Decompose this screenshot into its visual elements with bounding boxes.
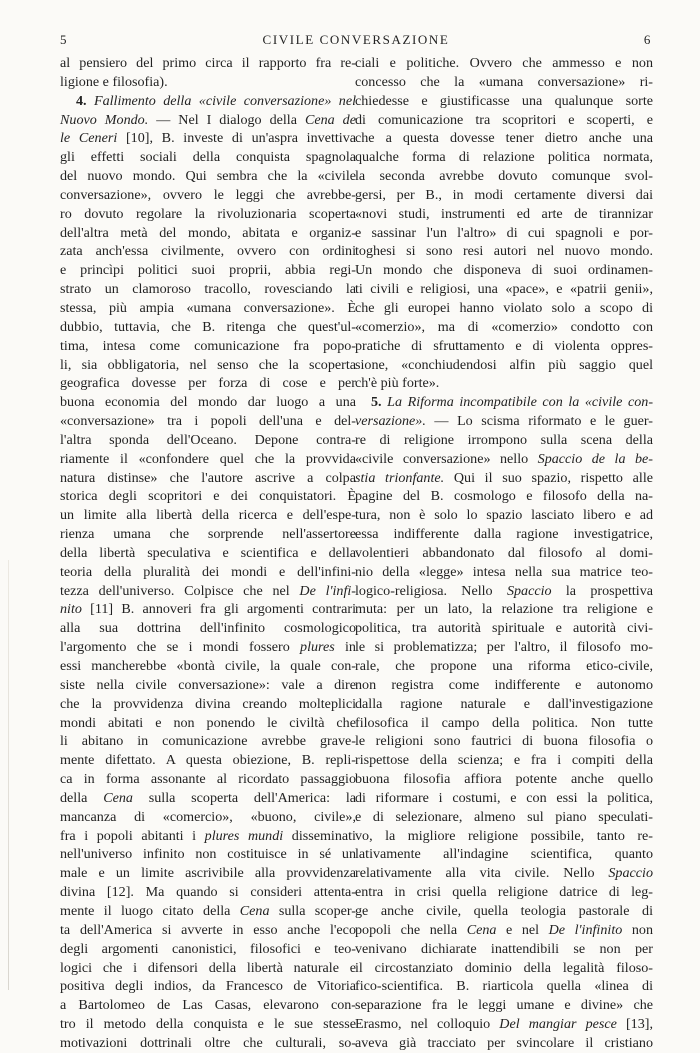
text-segment: filosofica il campo della politica. Non tutte [355, 714, 653, 731]
text-line [355, 242, 653, 261]
text-segment: rale, che propone una riforma etico-civile, [355, 658, 653, 674]
text-line [60, 393, 356, 412]
text-line [60, 563, 356, 582]
text-segment: pratiche di sfruttamento e di violenta oppres- [355, 337, 653, 354]
text-line [355, 356, 653, 375]
text-line [60, 789, 356, 808]
text-line [355, 582, 653, 601]
text-segment: «civile conversazione» nello [355, 450, 538, 467]
text-segment: al pensiero del primo circa il rapporto fra re- [60, 55, 356, 71]
text-line [355, 337, 653, 356]
text-segment: motivazioni dottrinali oltre che culturali, so- [60, 1034, 356, 1051]
text-line [60, 374, 356, 393]
text-segment: concesso che la «umana conversazione» ri- [355, 73, 653, 90]
text-segment: gli effetti sociali della conquista spagnola [60, 149, 356, 166]
text-line [355, 224, 653, 243]
italic-text: Del mangiar pesce [499, 1016, 617, 1033]
text-segment: [10], B. investe di un'aspra invettiva [117, 130, 356, 147]
text-line [355, 695, 653, 714]
text-line [355, 1015, 653, 1034]
text-line [60, 600, 356, 619]
text-line [60, 883, 356, 902]
text-line [355, 92, 653, 111]
text-line [355, 318, 653, 337]
text-segment: Un mondo che disponeva di suoi ordinamen- [355, 262, 653, 279]
text-segment: logico-religiosa. Nello [355, 582, 507, 599]
text-segment: tezza dell'universo. Colpisce che nel [60, 582, 300, 599]
text-line [355, 374, 653, 393]
text-line [355, 299, 653, 318]
text-line [60, 1015, 356, 1034]
text-segment: ca in forma assonante al ricordato passaggio [60, 771, 356, 788]
text-segment: [11] B. annoveri fra gli argomenti contrari [81, 601, 356, 618]
text-line [355, 789, 653, 808]
italic-text: Spaccio de la be- [537, 450, 653, 467]
text-segment: sione, «conchiudendosi alfin più saggio quel [355, 356, 653, 373]
text-line [355, 770, 653, 789]
text-segment: le si problematizza; per l'altro, il filosofo mo- [355, 639, 653, 656]
text-segment: a Bartolomeo de Las Casas, elevarono con- [60, 997, 356, 1014]
italic-text: versazione». [355, 413, 426, 430]
text-segment: che la provvidenza divina creando molteplici [60, 695, 356, 712]
text-segment: pagine del B. cosmologo e filosofo della na- [355, 488, 653, 505]
text-segment: l'altra sponda dell'Oceano. Depone contra- [60, 431, 356, 448]
italic-text: De l'infi- [299, 582, 357, 599]
text-segment: mente difettato. A questa obiezione, B. repli- [60, 752, 356, 769]
text-segment: un limite alla libertà della ricerca e dell'espe- [60, 507, 356, 524]
text-line [60, 638, 356, 657]
text-segment: tima, intesa come comunicazione fra popo- [60, 337, 356, 354]
text-segment: e nel [496, 921, 549, 938]
text-line [60, 487, 356, 506]
text-line [355, 845, 653, 864]
text-segment: di comunicazione tra scopritori e scoperti, e [355, 111, 653, 128]
italic-text: De l'infinito [548, 921, 623, 938]
running-title: CIVILE CONVERSAZIONE [262, 32, 450, 47]
text-segment: buona economia del mondo dar luogo a una [60, 394, 356, 411]
text-segment: storica degli scopritori e dei conquistatori. È [60, 488, 356, 505]
text-line [60, 827, 356, 846]
text-line [60, 864, 356, 883]
text-segment: fra i popoli abitanti i [60, 827, 205, 844]
section-number: 4. [76, 92, 94, 109]
text-segment: nio della «legge» intesa nella sua matrice teo- [355, 563, 653, 580]
text-segment: strato un clamoroso tracollo, rovesciando la [60, 281, 356, 298]
text-segment: li, sia obbligatoria, nel senso che la scoperta [60, 356, 356, 373]
text-segment: e princìpi politici suoi proprii, abbia regi- [60, 262, 356, 279]
text-segment: del nuovo mondo. Qui sembra che la «civile [60, 168, 356, 185]
text-segment: la seconda avrebbe dovuto comunque svol- [355, 168, 653, 185]
text-segment: dalla ragione naturale e dall'investigazione [355, 695, 653, 712]
text-segment: della libertà speculativa e scientifica e della [60, 544, 356, 561]
text-line [355, 261, 653, 280]
text-line [60, 356, 356, 375]
text-segment: nell'universo infinito non costituisce in sé un [60, 846, 356, 863]
text-line [355, 129, 653, 148]
text-line [355, 883, 653, 902]
text-line [355, 167, 653, 186]
text-line [60, 148, 356, 167]
text-line [60, 619, 356, 638]
text-segment: conversazione», ovvero le leggi che avrebbe- [60, 186, 356, 203]
text-line [60, 129, 356, 148]
text-line [355, 714, 653, 733]
text-segment: «comerzio», ma di «comerzio» condotto con [355, 318, 653, 335]
text-line [355, 544, 653, 563]
text-segment: tro il metodo della conquista e le sue stesse [60, 1016, 356, 1033]
text-line [355, 412, 653, 431]
text-segment: chiedesse e giustificasse una qualunque sorte [355, 92, 653, 109]
text-line [60, 808, 356, 827]
italic-text: Cena [103, 789, 133, 806]
italic-text: le Ceneri [60, 130, 118, 147]
text-segment: separazione fra le leggi umane e divine» che [355, 997, 653, 1014]
text-segment: [13], [616, 1016, 653, 1033]
text-line [60, 318, 356, 337]
text-line [355, 808, 653, 827]
text-segment: non registra come indifferente e autonomo [355, 676, 653, 693]
text-segment: teoria della pluralità dei mondi e dell'infini- [60, 563, 356, 580]
text-segment: e di selezionare, almeno sul piano speculati- [355, 808, 653, 825]
text-line [355, 600, 653, 619]
text-line [355, 469, 653, 488]
text-segment: in [334, 639, 356, 656]
text-line [355, 638, 653, 657]
text-segment: essi mancherebbe «bontà civile, la quale con- [60, 658, 356, 674]
italic-text: plures mundi [204, 827, 284, 844]
text-line [355, 619, 653, 638]
text-line [60, 469, 356, 488]
text-line [355, 902, 653, 921]
text-line [60, 186, 356, 205]
text-line [355, 732, 653, 751]
text-segment: popoli che nella [355, 921, 467, 938]
text-line [60, 732, 356, 751]
text-segment: geografica dovesse per forza di cose e per [60, 375, 356, 392]
page-number-right: 6 [643, 32, 652, 47]
text-line [60, 582, 356, 601]
text-line [355, 431, 653, 450]
text-segment: zata anch'essa civilmente, ovvero con ordini [60, 243, 356, 260]
page-number-left: 5 [60, 32, 69, 47]
text-line [60, 111, 356, 130]
text-segment: degli argomenti canonistici, filosofici e teo- [60, 940, 356, 957]
text-segment: «conversazione» tra i popoli dell'una e del- [60, 413, 356, 430]
text-line [60, 261, 356, 280]
text-segment: Erasmo, nel colloquio [355, 1016, 500, 1033]
text-line [355, 563, 653, 582]
text-segment: che a questa dovesse tener dietro anche una [355, 130, 653, 147]
italic-text: La Riforma incompatibile con la «civile con- [387, 394, 654, 411]
italic-text: Fallimento della «civile conversazione» nel [93, 92, 357, 109]
text-segment: gersi, per B., in modi certamente diversi dai [355, 186, 653, 203]
text-segment: Qui il suo spazio, rispetto alle [444, 469, 653, 486]
text-segment: e sassinar l'un l'altro» di cui spagnoli e por- [355, 224, 653, 241]
text-line [355, 525, 653, 544]
text-segment: rispettose della scienza; e fra i compiti della [355, 752, 653, 769]
italic-text: Nuovo Mondo. [60, 111, 149, 128]
text-segment: «novi studi, instrumenti ed arte de tirannizar [355, 205, 653, 222]
text-line [60, 695, 356, 714]
text-line [355, 827, 653, 846]
text-segment: dell'altra metà del mondo, abitata e organiz- [60, 224, 356, 241]
text-line [60, 431, 356, 450]
text-segment: buona filosofia affiora potente anche quello [355, 771, 653, 788]
text-segment: ta dell'America si avverte in esso anche l'eco [60, 921, 356, 938]
text-line [60, 977, 356, 996]
text-line [355, 959, 653, 978]
italic-text: Cena de [304, 111, 356, 128]
text-line [60, 299, 356, 318]
text-line [355, 205, 653, 224]
text-line [355, 996, 653, 1015]
text-segment: logici che i difensori della libertà naturale e [60, 959, 356, 976]
text-segment: entra in crisi quella religione datrice di leg- [355, 884, 653, 901]
text-line [60, 1034, 356, 1053]
italic-text: Cena [466, 921, 497, 938]
text-line [355, 506, 653, 525]
text-segment: vo, la migliore religione possibile, tanto re- [355, 827, 653, 844]
italic-text: Cena [239, 902, 270, 919]
text-segment: volentieri abbandonato dal filosofo al domi- [355, 544, 653, 561]
text-line [60, 242, 356, 261]
text-segment: muta: per un lato, la relazione tra religione e [355, 601, 653, 618]
text-line [355, 940, 653, 959]
text-segment: di riformare i costumi, e con essi la politica, [355, 789, 653, 806]
text-line [355, 450, 653, 469]
text-line [355, 280, 653, 299]
text-segment: della [60, 789, 104, 806]
text-segment: disseminati [283, 827, 356, 844]
text-line [60, 714, 356, 733]
text-line [355, 676, 653, 695]
text-line [60, 959, 356, 978]
text-line [60, 92, 356, 111]
text-line [60, 337, 356, 356]
text-line [355, 148, 653, 167]
text-line [355, 751, 653, 770]
text-line [355, 73, 653, 92]
text-segment: — Nel I dialogo della [148, 111, 305, 128]
text-line [60, 657, 356, 676]
text-segment: divina [12]. Ma quando si consideri attenta- [60, 884, 356, 901]
text-line [355, 977, 653, 996]
text-segment: la prospettiva [551, 582, 653, 599]
text-segment: venivano dichiarate inattendibili se non per [355, 940, 653, 957]
text-line [60, 280, 356, 299]
text-line [355, 657, 653, 676]
text-segment: natura distinse» che l'autore ascrive a colpa [60, 469, 356, 486]
text-line [60, 996, 356, 1015]
text-segment: l'argomento che se i mondi fossero [60, 639, 301, 656]
italic-text: Spaccio [608, 865, 653, 882]
text-segment: stessa, più ampia «umana conversazione». È [60, 299, 356, 316]
text-segment: li abitano in comunicazione avrebbe grave- [60, 733, 356, 750]
left-text-column [60, 54, 356, 1053]
text-line [60, 224, 356, 243]
text-segment: sulla scoperta dell'America: la [132, 789, 356, 806]
margin-line [8, 560, 9, 990]
text-line [355, 186, 653, 205]
text-line [60, 525, 356, 544]
text-segment: qualche forma di relazione politica normata, [355, 149, 653, 166]
text-line [60, 940, 356, 959]
text-line [60, 205, 356, 224]
text-segment: ti civili e religiosi, una «pace», e «patrii genii», [355, 281, 653, 298]
text-segment: aveva già tracciato per svincolare il cristiano [355, 1034, 653, 1051]
text-segment: re di religione irrompono sulla scena della [355, 431, 653, 448]
text-segment: ge anche civile, quella teologia pastorale di [355, 902, 653, 919]
text-segment: ciali e politiche. Ovvero che ammesso e non [355, 55, 653, 71]
text-line [355, 54, 653, 73]
text-segment: ro dovuto regolare la rivoluzionaria scoperta [60, 205, 356, 222]
text-line [355, 487, 653, 506]
text-segment: — Lo scisma riformato e le guer- [425, 413, 653, 430]
text-line [355, 393, 653, 412]
text-line [60, 902, 356, 921]
text-segment: il circostanziato dominio della legalità filoso- [355, 959, 653, 976]
text-line [60, 921, 356, 940]
text-line [60, 770, 356, 789]
italic-text: plures [300, 639, 335, 656]
text-segment: ligione e filosofia). [60, 73, 168, 90]
text-segment: siste nella civile conversazione»: vale a dire [60, 676, 356, 693]
text-line [60, 54, 356, 73]
text-segment: fico-scientifica. B. riarticola quella «linea di [355, 978, 653, 995]
text-line [355, 864, 653, 883]
text-segment: sulla scoper- [269, 902, 357, 919]
text-segment: rienza umana che sorprende nell'assertore [60, 526, 356, 543]
text-segment: mente il luogo citato della [60, 902, 240, 919]
text-line [60, 412, 356, 431]
text-line [60, 544, 356, 563]
text-segment: male e un limite ascrivibile alla provvidenza [60, 865, 356, 882]
text-segment: non [622, 921, 653, 938]
running-header [60, 32, 652, 52]
text-segment: alla sua dottrina dell'infinito cosmologico [60, 620, 356, 637]
text-segment: relativamente alla vita civile. Nello [355, 865, 609, 882]
text-segment: essa indifferente dalla ragione investigatrice, [355, 526, 653, 543]
text-segment: mancanza di «comercio», «buono, civile», [60, 808, 356, 825]
text-line [60, 73, 356, 92]
italic-text: nito [60, 601, 82, 618]
italic-text: stia trionfante. [355, 469, 445, 486]
text-segment: lativamente all'indagine scientifica, quanto [355, 846, 653, 863]
text-line [355, 921, 653, 940]
text-segment: dubbio, tuttavia, che B. ritenga che quest'ul- [60, 318, 356, 335]
text-line [60, 751, 356, 770]
text-segment: riamente il «confondere quel che la provvida [60, 450, 356, 467]
text-segment: che gli europei hanno violato solo a scopo di [355, 299, 653, 316]
text-segment: politica, tra autorità spirituale e autorità civi- [355, 620, 653, 637]
section-number: 5. [371, 394, 388, 411]
text-segment: positiva degli indios, da Francesco de Vitoria [60, 978, 356, 995]
text-line [60, 845, 356, 864]
text-segment: tura, non è solo lo spazio lasciato libero e ad [355, 507, 653, 524]
text-segment: toghesi si sono resi autori nel nuovo mondo. [355, 243, 653, 260]
italic-text: Spaccio [506, 582, 552, 599]
text-line [355, 111, 653, 130]
text-segment: le religioni sono fautrici di buona filosofia o [355, 733, 653, 750]
text-segment: mondi abitati e non ponendo le civiltà che [60, 714, 356, 731]
text-line [355, 1034, 653, 1053]
right-text-column [355, 54, 653, 1053]
text-line [60, 676, 356, 695]
text-line [60, 167, 356, 186]
text-line [60, 506, 356, 525]
text-segment: ch'è più forte». [355, 375, 440, 392]
text-line [60, 450, 356, 469]
